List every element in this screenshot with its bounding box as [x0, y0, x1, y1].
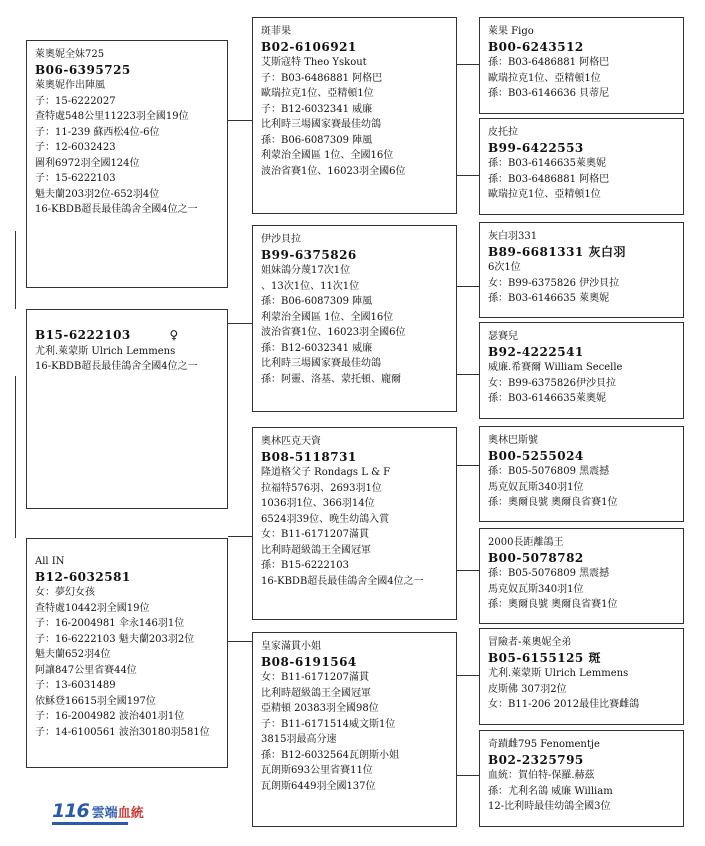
logo-number: 116: [52, 800, 89, 822]
gen2-line: 拉福特576羽、2693羽1位: [261, 482, 382, 494]
gen3-name: 萊果 Figo: [488, 26, 534, 37]
dam-line: 子：16-2004981 伞永146羽1位: [35, 618, 185, 629]
gen3-line: 孫：B03-6146636 貝蒂尼: [488, 88, 610, 99]
gen3-line: 尤利.萊蒙斯 Ulrich Lemmens: [488, 668, 629, 679]
gen3-name: 灰白羽331: [488, 231, 538, 242]
gen2-line: 、13次1位、11次1位: [261, 280, 360, 292]
gen3-line: 馬克奴瓦斯340羽1位: [488, 481, 584, 493]
gen2-ring: B99-6375826: [261, 247, 357, 262]
dam-line: 魁夫蘭652羽4位: [35, 649, 111, 660]
gen3-line: 女：B99-6375826 伊沙貝拉: [488, 277, 620, 289]
gen3-line: 女：B11-206 2012最佳比賽雌鴿: [488, 699, 640, 710]
sire-line: 16-KBDB超長最佳鴿舍全國4位之一: [35, 204, 198, 215]
gen3-ring: B05-6155125 斑: [488, 650, 601, 665]
gen3-line: 孫：B05-5076809 黑震撼: [488, 568, 610, 579]
gen3-line: 孫：B03-6486881 阿格巴: [488, 57, 610, 68]
gen3-line: 馬克奴瓦斯340羽1位: [488, 583, 584, 595]
female-icon: ♀: [169, 328, 179, 342]
sire-name: 萊奧妮全妹725: [35, 49, 105, 60]
dam-line: 查特處10442羽全國19位: [35, 602, 150, 614]
connector-sire-v: [15, 231, 16, 309]
gen2-line: 孫：阿靈、洛基、蒙托頓、龐爾: [261, 373, 401, 385]
gen2-line: 瓦朗斯693公里省賽11位: [261, 765, 373, 776]
gen2-line: 隆道格父子 Rondags L & F: [261, 467, 391, 478]
gen3-line: 孫：尤利名鴿 威廉 William: [488, 785, 613, 797]
gen2-line: 歐瑞拉克1位、亞精頓1位: [261, 88, 374, 99]
gen3-line: 孫：B03-6146635 萊奧妮: [488, 293, 610, 304]
gen2-line: 6524羽39位、晚生幼鴿入賞: [261, 513, 390, 525]
gen3-card-6: [479, 528, 684, 624]
connector-g2b-h2: [457, 374, 479, 375]
gen3-card-4: [479, 322, 684, 419]
subject-line: 16-KBDB超長最佳鴿舍全國4位之一: [35, 361, 198, 372]
gen2-line: 子：B03-6486881 阿格巴: [261, 72, 383, 84]
gen3-card-8: [479, 730, 684, 827]
dam-line: 子：13-6031489: [35, 680, 116, 691]
gen3-name: 奧林巴斯號: [488, 435, 538, 446]
gen3-card-1: [479, 17, 684, 114]
subject-line: 尤利.萊蒙斯 Ulrich Lemmens: [35, 345, 176, 357]
gen2-line: 姐妹鴿分蔑17次1位: [261, 265, 351, 276]
gen2-line: 16-KBDB超長最佳鴿舍全國4位之一: [261, 575, 424, 587]
sire-line: 子：15-6222027: [35, 95, 116, 107]
dam-line: 阿讓847公里省賽44位: [35, 664, 137, 676]
gen2-card-3: [252, 427, 457, 620]
gen2-line: 子：B12-6032341 威廉: [261, 103, 373, 115]
gen3-name: 奇蹟雌795 Fenomentje: [488, 739, 600, 750]
gen3-line: 12-比利時最佳幼鴿全國3位: [488, 801, 611, 812]
sire-line: 圖利6972羽全國124位: [35, 157, 140, 169]
connector-g2d-h2: [457, 775, 479, 776]
gen2-line: 比利時三場國家賽最佳幼鴿: [261, 358, 381, 369]
gen2-line: 孫：B06-6087309 陣風: [261, 296, 373, 307]
gen2-line: 3815羽最高分速: [261, 734, 337, 745]
gen3-ring: B00-5078782: [488, 550, 584, 565]
dam-name: All IN: [35, 556, 65, 567]
dam-line: 子：16-2004982 波治401羽1位: [35, 711, 185, 722]
gen2-line: 1036羽1位、366羽14位: [261, 498, 375, 509]
gen2-line: 比利時超級鴿王全國冠軍: [261, 687, 371, 699]
gen2-name: 奧林匹克天資: [261, 436, 321, 447]
dam-ring: B12-6032581: [35, 569, 131, 584]
gen2-line: 女：B11-6171207滿貫: [261, 672, 369, 683]
gen2-line: 子：B11-6171514威文斯1位: [261, 718, 396, 730]
gen3-ring: B00-6243512: [488, 39, 584, 54]
gen2-line: 瓦朗斯6449羽全國137位: [261, 780, 376, 792]
sire-ring: B06-6395725: [35, 62, 131, 77]
gen3-ring: B00-5255024: [488, 448, 584, 463]
subject-ring: [35, 328, 222, 344]
gen2-line: 利蒙治全國區 1位、全國16位: [261, 311, 394, 323]
subject-card: [26, 309, 228, 509]
connector-g2a-h: [457, 64, 479, 65]
gen3-line: 孫：奧爾良號 奧爾良省賽1位: [488, 497, 618, 508]
gen2-line: 波治省賽1位、16023羽全國6位: [261, 165, 406, 177]
gen3-line: 血統：賀伯特-保羅.赫茲: [488, 770, 595, 781]
sire-line: 子：15-6222103: [35, 173, 116, 184]
gen2-line: 利蒙治全國區 1位、全國16位: [261, 150, 394, 161]
connector-dam-h: [228, 536, 252, 537]
gen3-line: 女：B99-6375826伊沙貝拉: [488, 377, 616, 389]
gen2-line: 女：B11-6171207滿貫: [261, 529, 369, 540]
connector-sire-h: [228, 120, 252, 121]
gen2-line: 孫：B15-6222103: [261, 560, 349, 571]
gen3-line: 孫：B03-6146635萊奧妮: [488, 158, 606, 169]
sire-card: [26, 40, 228, 288]
sire-line: 子：11-239 蘇西松4位-6位: [35, 126, 160, 138]
gen3-line: 孫：B05-5076809 黑震撼: [488, 466, 610, 477]
gen2-line: 亞精頓 20383羽全國98位: [261, 703, 379, 714]
dam-line: 女：夢幻女孩: [35, 587, 95, 598]
gen2-line: 孫：B06-6087309 陣風: [261, 134, 373, 146]
connector-g2c-h: [457, 465, 479, 466]
gen2-line: 孫：B12-6032341 威廉: [261, 342, 373, 354]
gen2-name: 伊沙貝拉: [261, 234, 301, 245]
gen2-ring: B08-5118731: [261, 449, 357, 464]
dam-line: 依穌登16615羽全國197位: [35, 695, 156, 707]
gen3-name: 瑟賽兒: [488, 331, 518, 342]
logo-text-b: 血統: [117, 806, 144, 821]
gen2-card-1: [252, 17, 457, 214]
gen3-name: 冒險者-萊奧妮全弟: [488, 637, 572, 648]
gen3-line: 孫：奧爾良號 奧爾良省賽1位: [488, 599, 618, 610]
gen2-name: 斑菲果: [261, 26, 291, 37]
logo-text: [92, 802, 144, 822]
connector-g2b-h: [457, 286, 479, 287]
brand-logo: [52, 800, 144, 822]
gen3-card-2: [479, 118, 684, 215]
connector-g2c-h2: [457, 570, 479, 571]
sire-line: 子：12-6032423: [35, 142, 116, 153]
gen3-line: 歐瑞拉克1位、亞精頓1位: [488, 72, 601, 84]
gen3-line: 威廉.希賽爾 William Secelle: [488, 362, 623, 373]
gen3-ring: B99-6422553: [488, 140, 584, 155]
gen2-card-4: [252, 632, 457, 827]
gen2-line: 波治省賽1位、16023羽全國6位: [261, 327, 406, 338]
logo-text-a: 雲端: [91, 806, 118, 821]
sire-line: 魁夫蘭203羽2位-652羽4位: [35, 188, 160, 200]
subject-ring-code: B15-6222103: [35, 328, 131, 342]
gen3-card-3: [479, 222, 684, 318]
gen3-name: 2000長距離鴿王: [488, 537, 564, 548]
gen3-line: 孫：B03-6486881 阿格巴: [488, 173, 610, 185]
gen2-line: 比利時三場國家賽最佳幼鴿: [261, 119, 381, 130]
gen3-name: 皮托拉: [488, 127, 518, 138]
gen3-line: 皮斯佛 307羽2位: [488, 683, 567, 695]
dam-line: 子：16-6222103 魁夫蘭203羽2位: [35, 633, 195, 645]
gen3-card-5: [479, 426, 684, 522]
gen3-ring: B89-6681331 灰白羽: [488, 244, 626, 259]
gen2-ring: B08-6191564: [261, 654, 357, 669]
gen3-line: 孫：B03-6146635萊奧妮: [488, 393, 606, 404]
gen3-line: 歐瑞拉克1位、亞精頓1位: [488, 189, 601, 200]
connector-g2a-h2: [457, 175, 479, 176]
gen3-ring: B92-4222541: [488, 344, 584, 359]
connector-dam-v: [15, 376, 16, 538]
gen3-ring: B02-2325795: [488, 752, 584, 767]
sire-line: 萊奧妮作出陣風: [35, 80, 105, 91]
gen2-name: 皇家滿貫小姐: [261, 641, 321, 652]
dam-line: 子：14-6100561 波治30180羽581位: [35, 726, 210, 738]
connector-sire-h2: [228, 323, 252, 324]
dam-card: [26, 538, 228, 768]
gen2-line: 比利時超級鴿王全國冠軍: [261, 544, 371, 556]
gen2-line: 孫：B12-6032564瓦朗斯小姐: [261, 749, 399, 761]
gen2-card-2: [252, 225, 457, 412]
connector-dam-h2: [228, 641, 252, 642]
connector-g2d-h: [457, 675, 479, 676]
gen3-line: 6次1位: [488, 262, 521, 273]
gen2-ring: B02-6106921: [261, 39, 357, 54]
sire-line: 查特處548公里11223羽全國19位: [35, 111, 189, 122]
gen2-line: 艾斯寇特 Theo Yskout: [261, 57, 367, 68]
logo-underline: [52, 822, 128, 825]
gen3-card-7: [479, 628, 684, 725]
